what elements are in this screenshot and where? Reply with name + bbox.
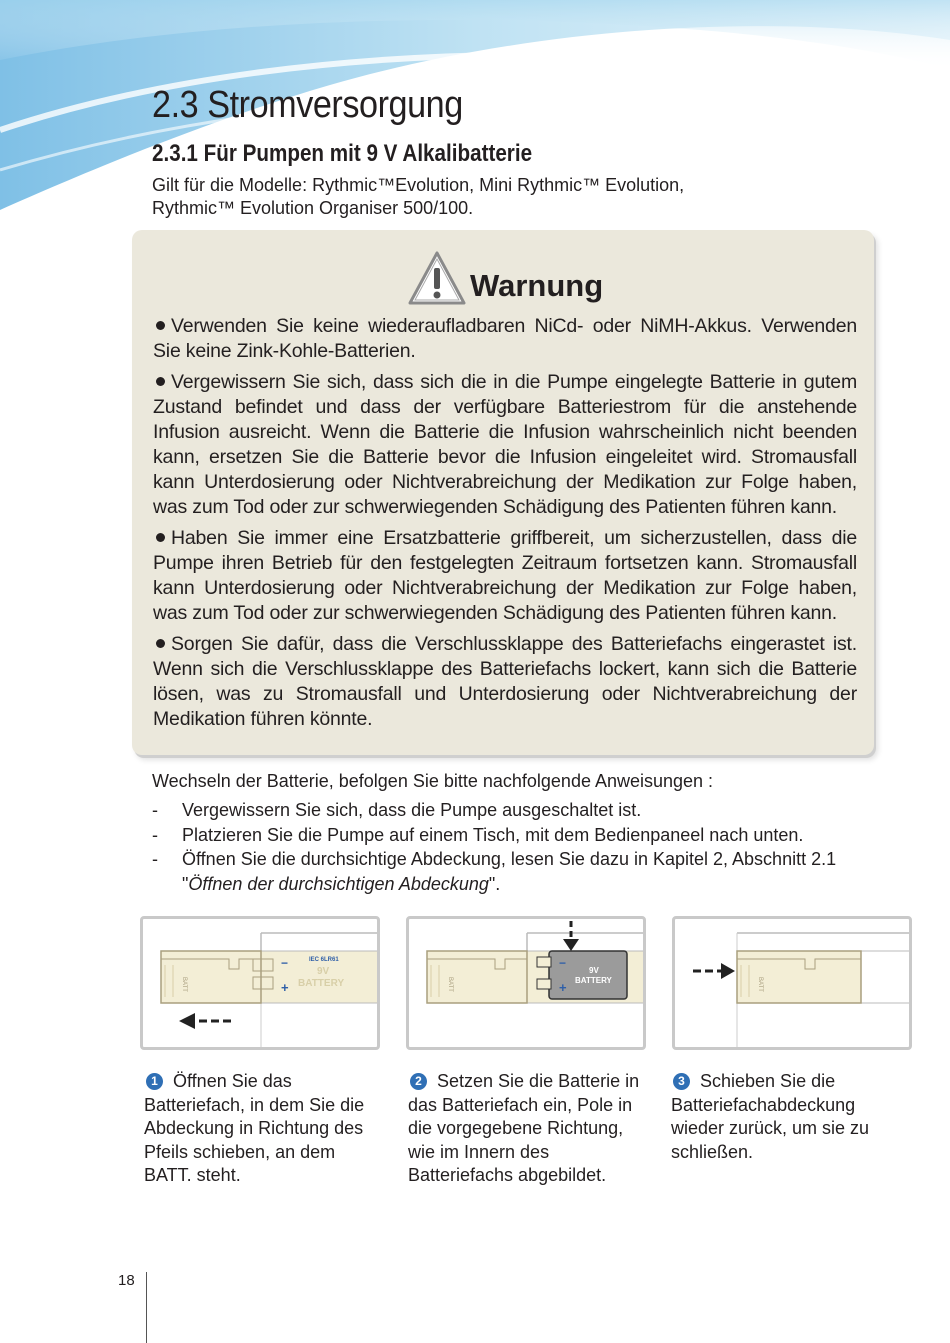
bullet-icon <box>156 377 165 386</box>
dash-marker: - <box>152 800 158 820</box>
step-text-suffix: ". <box>488 873 501 894</box>
instruction-steps <box>152 798 872 896</box>
instruction-step <box>152 798 872 823</box>
warning-triangle-icon <box>408 250 466 306</box>
warning-item <box>153 526 857 626</box>
warning-item-text: Sorgen Sie dafür, dass die Verschlussklappe des Batteriefachs eingerastet ist. Wenn sich die Verschlussklappe des Batteriefachs lockert, kann sich die Batterie lösen, was zu Stromausfall und Unterdosierung oder Nichtverabreichung der Medikation führen könnte. <box>153 633 857 730</box>
instruction-step <box>152 823 872 848</box>
arrow-right-icon <box>721 963 735 979</box>
batt-label: BATT <box>757 977 763 992</box>
intro-line-1: Gilt für die Modelle: Rythmic™Evolution, Mini Rythmic™ Evolution, <box>152 175 685 195</box>
warning-list <box>153 314 857 738</box>
bullet-icon <box>156 321 165 330</box>
batt-label: BATT <box>447 977 453 992</box>
warning-item-text: Vergewissern Sie sich, dass sich die in die Pumpe eingelegte Batterie in gutem Zustand befindet und dass der verfügbare Batteriestrom für die anstehende Infusion ausreicht. Wenn die Batterie die Infusion wahrscheinlich nicht beenden kann, ersetzen Sie die Batterie bevor die Infusion eingeleitet wird. Stromausfall kann Unterdosierung oder Nichtverabreichung der Medikation zur Folge haben, was zum Tod oder zur schwerwiegenden Schädigung des Patienten führen kann. <box>153 371 857 518</box>
section-reference: Öffnen der durchsichtigen Abdeckung <box>188 873 489 894</box>
step-text-prefix: Öffnen Sie die durchsichtige Abdeckung, lesen Sie dazu in Kapitel 2, Abschnitt 2.1 " <box>182 849 837 894</box>
step-text <box>182 847 872 896</box>
step-number-badge: 3 <box>673 1073 690 1090</box>
caption-step-1 <box>144 1070 384 1188</box>
warning-item <box>153 370 857 520</box>
battery-word-label: BATTERY <box>298 978 345 989</box>
instructions-intro: Wechseln der Batterie, befolgen Sie bitte nachfolgende Anweisungen : <box>152 771 714 791</box>
dash-marker: - <box>152 849 158 869</box>
instruction-step <box>152 847 872 896</box>
section-subtitle: 2.3.1 Für Pumpen mit 9 V Alkalibatterie <box>152 140 533 167</box>
battery-voltage-label: 9V <box>317 966 330 977</box>
warning-item <box>153 632 857 732</box>
battery-compartment-closing-illustration <box>675 919 909 1047</box>
caption-step-3 <box>671 1070 881 1164</box>
step-text: Vergewissern Sie sich, dass die Pumpe ausgeschaltet ist. <box>182 800 642 820</box>
step-text: Platzieren Sie die Pumpe auf einem Tisch, mit dem Bedienpaneel nach unten. <box>182 824 804 845</box>
bullet-icon <box>156 533 165 542</box>
page-number: 18 <box>118 1272 135 1289</box>
figure-insert-battery <box>406 916 646 1050</box>
battery-compartment-open-illustration <box>143 919 377 1047</box>
battery-word-label: BATTERY <box>575 976 612 985</box>
caption-step-2 <box>408 1070 652 1188</box>
page-title: 2.3 Stromversorgung <box>152 84 463 126</box>
batt-label: BATT <box>181 977 187 992</box>
warning-item-text: Haben Sie immer eine Ersatzbatterie griffbereit, um sicherzustellen, dass die Pumpe ihren Betrieb für den festgelegten Zeitraum fortsetzen kann. Stromausfall kann Unterdosierung oder Nichtverabreichung der Medikation zur Folge haben, was zum Tod oder zur schwerwiegenden Schädigung des Patienten führen kann. <box>153 527 857 624</box>
page-divider-line <box>146 1272 147 1343</box>
caption-text: Schieben Sie die Batteriefachabdeckung wieder zurück, um sie zu schließen. <box>671 1071 870 1162</box>
caption-text: Setzen Sie die Batterie in das Batteriefach ein, Pole in die vorgegebene Richtung, wie im Innern des Batteriefachs abgebildet. <box>408 1071 640 1185</box>
arrow-down-icon <box>563 939 579 951</box>
figure-close-compartment <box>672 916 912 1050</box>
plus-sign: + <box>281 980 289 995</box>
warning-item <box>153 314 857 364</box>
dash-marker: - <box>152 824 158 845</box>
warning-item-text: Verwenden Sie keine wiederaufladbaren NiCd- oder NiMH-Akkus. Verwenden Sie keine Zink-Kohle-Batterien. <box>153 315 857 362</box>
intro-line-2: Rythmic™ Evolution Organiser 500/100. <box>152 198 474 218</box>
caption-text: Öffnen Sie das Batteriefach, in dem Sie die Abdeckung in Richtung des Pfeils schieben, an dem BATT. steht. <box>144 1071 365 1185</box>
intro-text <box>152 174 772 220</box>
warning-title: Warnung <box>470 268 604 303</box>
battery-voltage-label: 9V <box>589 966 599 975</box>
figure-open-compartment <box>140 916 380 1050</box>
battery-type-label: IEC 6LR61 <box>309 957 339 963</box>
bullet-icon <box>156 639 165 648</box>
step-number-badge: 1 <box>146 1073 163 1090</box>
minus-sign: − <box>281 956 289 970</box>
battery-insertion-illustration <box>409 919 643 1047</box>
warning-header <box>408 244 603 306</box>
plus-sign: + <box>559 980 567 995</box>
arrow-left-icon <box>179 1013 195 1029</box>
step-number-badge: 2 <box>410 1073 427 1090</box>
minus-sign: − <box>559 956 567 970</box>
